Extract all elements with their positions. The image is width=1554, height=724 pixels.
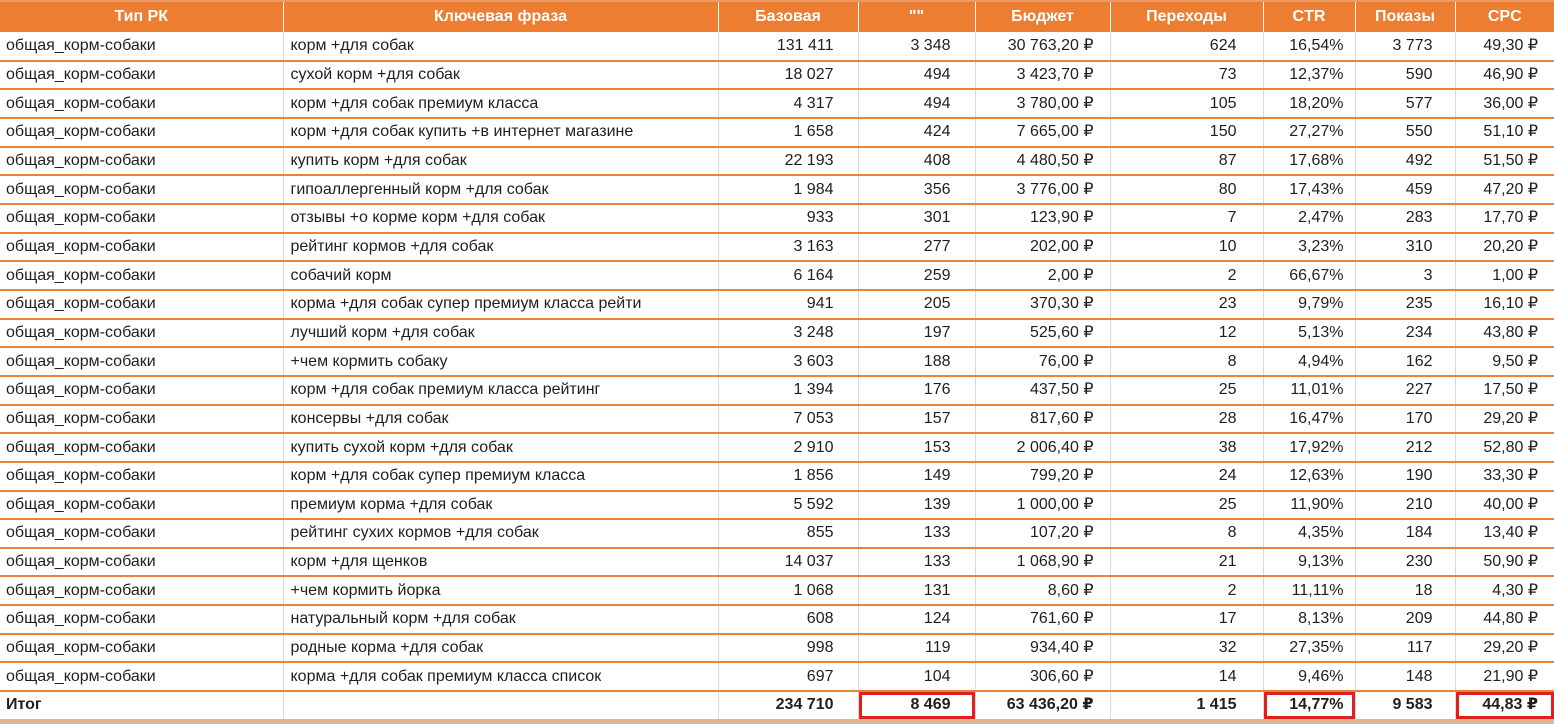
cell-ctr[interactable]: 16,54% [1263,32,1355,61]
cell-base[interactable]: 5 592 [718,491,858,520]
total-cell-impressions[interactable]: 9 583 [1355,691,1455,720]
cell-impressions[interactable]: 235 [1355,290,1455,319]
cell-key_phrase[interactable]: премиум корма +для собак [283,491,718,520]
cell-key_phrase[interactable]: купить корм +для собак [283,147,718,176]
cell-cpc[interactable]: 40,00 ₽ [1455,491,1554,520]
cell-key_phrase[interactable]: корм +для собак [283,32,718,61]
total-cell-cpc[interactable]: 44,83 ₽ [1455,691,1554,720]
cell-clicks[interactable]: 73 [1110,61,1263,90]
cell-budget[interactable]: 761,60 ₽ [975,605,1110,634]
cell-key_phrase[interactable]: консервы +для собак [283,405,718,434]
cell-clicks[interactable]: 25 [1110,376,1263,405]
cell-base[interactable]: 1 068 [718,576,858,605]
cell-ctr[interactable]: 17,43% [1263,175,1355,204]
cell-base[interactable]: 131 411 [718,32,858,61]
cell-ctr[interactable]: 11,01% [1263,376,1355,405]
cell-base[interactable]: 1 984 [718,175,858,204]
cell-budget[interactable]: 370,30 ₽ [975,290,1110,319]
cell-campaign_type[interactable]: общая_корм-собаки [0,605,283,634]
cell-campaign_type[interactable]: общая_корм-собаки [0,462,283,491]
cell-quotes[interactable]: 494 [858,61,975,90]
cell-impressions[interactable]: 184 [1355,519,1455,548]
cell-impressions[interactable]: 18 [1355,576,1455,605]
cell-budget[interactable]: 8,60 ₽ [975,576,1110,605]
cell-campaign_type[interactable]: общая_корм-собаки [0,433,283,462]
cell-ctr[interactable]: 18,20% [1263,89,1355,118]
cell-quotes[interactable]: 124 [858,605,975,634]
cell-impressions[interactable]: 117 [1355,634,1455,663]
cell-ctr[interactable]: 17,68% [1263,147,1355,176]
cell-budget[interactable]: 3 776,00 ₽ [975,175,1110,204]
cell-key_phrase[interactable]: отзывы +о корме корм +для собак [283,204,718,233]
cell-quotes[interactable]: 176 [858,376,975,405]
cell-campaign_type[interactable]: общая_корм-собаки [0,32,283,61]
cell-base[interactable]: 941 [718,290,858,319]
cell-campaign_type[interactable]: общая_корм-собаки [0,61,283,90]
cell-quotes[interactable]: 133 [858,548,975,577]
cell-impressions[interactable]: 210 [1355,491,1455,520]
cell-impressions[interactable]: 190 [1355,462,1455,491]
cell-quotes[interactable]: 205 [858,290,975,319]
cell-key_phrase[interactable]: натуральный корм +для собак [283,605,718,634]
cell-campaign_type[interactable]: общая_корм-собаки [0,147,283,176]
cell-impressions[interactable]: 3 [1355,261,1455,290]
table-row [0,491,1554,520]
cell-budget[interactable]: 934,40 ₽ [975,634,1110,663]
table-body [0,32,1554,720]
cell-campaign_type[interactable]: общая_корм-собаки [0,319,283,348]
cell-cpc[interactable]: 1,00 ₽ [1455,261,1554,290]
table-row [0,147,1554,176]
cell-key_phrase[interactable]: корм +для собак премиум класса рейтинг [283,376,718,405]
cell-key_phrase[interactable]: рейтинг кормов +для собак [283,233,718,262]
cell-cpc[interactable]: 51,10 ₽ [1455,118,1554,147]
cell-cpc[interactable]: 50,90 ₽ [1455,548,1554,577]
table-row [0,89,1554,118]
cell-budget[interactable]: 3 423,70 ₽ [975,61,1110,90]
cell-budget[interactable]: 4 480,50 ₽ [975,147,1110,176]
table-row [0,233,1554,262]
cell-base[interactable]: 18 027 [718,61,858,90]
cell-key_phrase[interactable]: корм +для собак супер премиум класса [283,462,718,491]
cell-ctr[interactable]: 27,27% [1263,118,1355,147]
cell-ctr[interactable]: 11,11% [1263,576,1355,605]
cell-campaign_type[interactable]: общая_корм-собаки [0,662,283,691]
cell-key_phrase[interactable]: родные корма +для собак [283,634,718,663]
cell-key_phrase[interactable]: рейтинг сухих кормов +для собак [283,519,718,548]
cell-cpc[interactable]: 52,80 ₽ [1455,433,1554,462]
table-row [0,319,1554,348]
cell-ctr[interactable]: 9,13% [1263,548,1355,577]
cell-cpc[interactable]: 51,50 ₽ [1455,147,1554,176]
cell-clicks[interactable]: 14 [1110,662,1263,691]
table-row [0,347,1554,376]
cell-ctr[interactable]: 66,67% [1263,261,1355,290]
cell-key_phrase[interactable]: +чем кормить собаку [283,347,718,376]
cell-clicks[interactable]: 150 [1110,118,1263,147]
cell-campaign_type[interactable]: общая_корм-собаки [0,405,283,434]
cell-impressions[interactable]: 209 [1355,605,1455,634]
cell-campaign_type[interactable]: общая_корм-собаки [0,233,283,262]
cell-base[interactable]: 697 [718,662,858,691]
cell-base[interactable]: 1 856 [718,462,858,491]
header-cell-impressions[interactable]: Показы [1355,1,1455,32]
cell-campaign_type[interactable]: общая_корм-собаки [0,376,283,405]
cell-cpc[interactable]: 36,00 ₽ [1455,89,1554,118]
table-head [0,1,1554,32]
header-cell-budget[interactable]: Бюджет [975,1,1110,32]
table-row [0,433,1554,462]
cell-cpc[interactable]: 4,30 ₽ [1455,576,1554,605]
cell-cpc[interactable]: 29,20 ₽ [1455,634,1554,663]
cell-ctr[interactable]: 9,46% [1263,662,1355,691]
table-row [0,61,1554,90]
cell-clicks[interactable]: 2 [1110,576,1263,605]
cell-quotes[interactable]: 149 [858,462,975,491]
cell-clicks[interactable]: 105 [1110,89,1263,118]
cell-key_phrase[interactable]: +чем кормить йорка [283,576,718,605]
cell-budget[interactable]: 7 665,00 ₽ [975,118,1110,147]
table-row [0,376,1554,405]
total-row [0,691,1554,720]
cell-impressions[interactable]: 310 [1355,233,1455,262]
cell-cpc[interactable]: 17,70 ₽ [1455,204,1554,233]
cell-base[interactable]: 3 248 [718,319,858,348]
cell-impressions[interactable]: 459 [1355,175,1455,204]
cell-budget[interactable]: 3 780,00 ₽ [975,89,1110,118]
cell-ctr[interactable]: 11,90% [1263,491,1355,520]
cell-budget[interactable]: 2,00 ₽ [975,261,1110,290]
header-cell-cpc[interactable]: CPC [1455,1,1554,32]
cell-impressions[interactable]: 590 [1355,61,1455,90]
cell-cpc[interactable]: 49,30 ₽ [1455,32,1554,61]
cell-base[interactable]: 855 [718,519,858,548]
cell-campaign_type[interactable]: общая_корм-собаки [0,89,283,118]
table-row [0,405,1554,434]
cell-impressions[interactable]: 577 [1355,89,1455,118]
cell-cpc[interactable]: 20,20 ₽ [1455,233,1554,262]
cell-base[interactable]: 2 910 [718,433,858,462]
table-row [0,662,1554,691]
cell-quotes[interactable]: 133 [858,519,975,548]
cell-impressions[interactable]: 234 [1355,319,1455,348]
total-empty-cell[interactable] [283,691,718,720]
cell-impressions[interactable]: 212 [1355,433,1455,462]
cell-quotes[interactable]: 424 [858,118,975,147]
cell-key_phrase[interactable]: корма +для собак супер премиум класса рейти [283,290,718,319]
cell-campaign_type[interactable]: общая_корм-собаки [0,175,283,204]
cell-clicks[interactable]: 38 [1110,433,1263,462]
table-row [0,261,1554,290]
cell-campaign_type[interactable]: общая_корм-собаки [0,347,283,376]
cell-impressions[interactable]: 227 [1355,376,1455,405]
cell-base[interactable]: 4 317 [718,89,858,118]
cell-budget[interactable]: 525,60 ₽ [975,319,1110,348]
cell-cpc[interactable]: 13,40 ₽ [1455,519,1554,548]
cell-key_phrase[interactable]: корм +для собак купить +в интернет магазине [283,118,718,147]
cell-clicks[interactable]: 10 [1110,233,1263,262]
cell-base[interactable]: 608 [718,605,858,634]
table-row [0,519,1554,548]
cell-budget[interactable]: 1 068,90 ₽ [975,548,1110,577]
header-cell-key_phrase[interactable]: Ключевая фраза [283,1,718,32]
cell-ctr[interactable]: 17,92% [1263,433,1355,462]
cell-impressions[interactable]: 3 773 [1355,32,1455,61]
cell-clicks[interactable]: 21 [1110,548,1263,577]
cell-budget[interactable]: 30 763,20 ₽ [975,32,1110,61]
cell-budget[interactable]: 799,20 ₽ [975,462,1110,491]
cell-cpc[interactable]: 46,90 ₽ [1455,61,1554,90]
cell-ctr[interactable]: 3,23% [1263,233,1355,262]
cell-key_phrase[interactable]: гипоаллергенный корм +для собак [283,175,718,204]
total-cell-clicks[interactable]: 1 415 [1110,691,1263,720]
cell-quotes[interactable]: 259 [858,261,975,290]
cell-quotes[interactable]: 131 [858,576,975,605]
header-cell-ctr[interactable]: CTR [1263,1,1355,32]
cell-campaign_type[interactable]: общая_корм-собаки [0,519,283,548]
table-row [0,605,1554,634]
cell-key_phrase[interactable]: собачий корм [283,261,718,290]
cell-clicks[interactable]: 80 [1110,175,1263,204]
cell-clicks[interactable]: 87 [1110,147,1263,176]
table-row [0,118,1554,147]
cell-clicks[interactable]: 12 [1110,319,1263,348]
cell-base[interactable]: 6 164 [718,261,858,290]
cell-clicks[interactable]: 17 [1110,605,1263,634]
cell-quotes[interactable]: 356 [858,175,975,204]
cell-impressions[interactable]: 162 [1355,347,1455,376]
header-cell-clicks[interactable]: Переходы [1110,1,1263,32]
cell-budget[interactable]: 107,20 ₽ [975,519,1110,548]
cell-key_phrase[interactable]: лучший корм +для собак [283,319,718,348]
cell-quotes[interactable]: 104 [858,662,975,691]
total-cell-ctr[interactable]: 14,77% [1263,691,1355,720]
cell-budget[interactable]: 123,90 ₽ [975,204,1110,233]
cell-cpc[interactable]: 43,80 ₽ [1455,319,1554,348]
cell-cpc[interactable]: 47,20 ₽ [1455,175,1554,204]
cell-campaign_type[interactable]: общая_корм-собаки [0,548,283,577]
cell-base[interactable]: 1 658 [718,118,858,147]
table-row [0,634,1554,663]
cell-quotes[interactable]: 157 [858,405,975,434]
cell-base[interactable]: 14 037 [718,548,858,577]
header-cell-campaign_type[interactable]: Тип РК [0,1,283,32]
cell-ctr[interactable]: 16,47% [1263,405,1355,434]
total-cell-quotes[interactable]: 8 469 [858,691,975,720]
cell-impressions[interactable]: 148 [1355,662,1455,691]
header-cell-quotes[interactable]: "" [858,1,975,32]
cell-key_phrase[interactable]: корм +для щенков [283,548,718,577]
cell-campaign_type[interactable]: общая_корм-собаки [0,118,283,147]
total-cell-budget[interactable]: 63 436,20 ₽ [975,691,1110,720]
total-label[interactable]: Итог [0,691,283,720]
table-row [0,290,1554,319]
cell-base[interactable]: 3 603 [718,347,858,376]
cell-budget[interactable]: 437,50 ₽ [975,376,1110,405]
cell-impressions[interactable]: 550 [1355,118,1455,147]
cell-quotes[interactable]: 408 [858,147,975,176]
cell-clicks[interactable]: 7 [1110,204,1263,233]
cell-budget[interactable]: 1 000,00 ₽ [975,491,1110,520]
cell-ctr[interactable]: 4,94% [1263,347,1355,376]
cell-clicks[interactable]: 25 [1110,491,1263,520]
cell-key_phrase[interactable]: сухой корм +для собак [283,61,718,90]
cell-clicks[interactable]: 8 [1110,347,1263,376]
cell-quotes[interactable]: 197 [858,319,975,348]
table-row [0,175,1554,204]
cell-ctr[interactable]: 12,63% [1263,462,1355,491]
cell-ctr[interactable]: 5,13% [1263,319,1355,348]
cell-quotes[interactable]: 153 [858,433,975,462]
cell-cpc[interactable]: 17,50 ₽ [1455,376,1554,405]
cell-cpc[interactable]: 9,50 ₽ [1455,347,1554,376]
cell-budget[interactable]: 817,60 ₽ [975,405,1110,434]
table-row [0,548,1554,577]
cell-ctr[interactable]: 4,35% [1263,519,1355,548]
cell-clicks[interactable]: 624 [1110,32,1263,61]
cell-campaign_type[interactable]: общая_корм-собаки [0,290,283,319]
cell-quotes[interactable]: 277 [858,233,975,262]
cell-impressions[interactable]: 170 [1355,405,1455,434]
cell-quotes[interactable]: 494 [858,89,975,118]
cell-impressions[interactable]: 283 [1355,204,1455,233]
cell-budget[interactable]: 76,00 ₽ [975,347,1110,376]
cell-base[interactable]: 933 [718,204,858,233]
cell-campaign_type[interactable]: общая_корм-собаки [0,634,283,663]
table-row [0,576,1554,605]
cell-clicks[interactable]: 28 [1110,405,1263,434]
cell-base[interactable]: 7 053 [718,405,858,434]
cell-budget[interactable]: 202,00 ₽ [975,233,1110,262]
cell-budget[interactable]: 306,60 ₽ [975,662,1110,691]
cell-clicks[interactable]: 24 [1110,462,1263,491]
cell-quotes[interactable]: 301 [858,204,975,233]
cell-clicks[interactable]: 32 [1110,634,1263,663]
cell-quotes[interactable]: 139 [858,491,975,520]
cell-ctr[interactable]: 12,37% [1263,61,1355,90]
cell-quotes[interactable]: 119 [858,634,975,663]
cell-base[interactable]: 1 394 [718,376,858,405]
cell-clicks[interactable]: 23 [1110,290,1263,319]
cell-cpc[interactable]: 21,90 ₽ [1455,662,1554,691]
table-row [0,204,1554,233]
total-cell-base[interactable]: 234 710 [718,691,858,720]
cell-key_phrase[interactable]: корм +для собак премиум класса [283,89,718,118]
cell-campaign_type[interactable]: общая_корм-собаки [0,491,283,520]
cell-cpc[interactable]: 29,20 ₽ [1455,405,1554,434]
cell-campaign_type[interactable]: общая_корм-собаки [0,576,283,605]
cell-key_phrase[interactable]: купить сухой корм +для собак [283,433,718,462]
table-row [0,462,1554,491]
cell-base[interactable]: 3 163 [718,233,858,262]
cell-cpc[interactable]: 33,30 ₽ [1455,462,1554,491]
cell-impressions[interactable]: 492 [1355,147,1455,176]
cell-quotes[interactable]: 3 348 [858,32,975,61]
cell-cpc[interactable]: 16,10 ₽ [1455,290,1554,319]
cell-key_phrase[interactable]: корма +для собак премиум класса список [283,662,718,691]
cell-cpc[interactable]: 44,80 ₽ [1455,605,1554,634]
cell-ctr[interactable]: 2,47% [1263,204,1355,233]
cell-clicks[interactable]: 8 [1110,519,1263,548]
cell-base[interactable]: 22 193 [718,147,858,176]
cell-quotes[interactable]: 188 [858,347,975,376]
table-row [0,32,1554,61]
cell-ctr[interactable]: 9,79% [1263,290,1355,319]
cell-campaign_type[interactable]: общая_корм-собаки [0,204,283,233]
header-cell-base[interactable]: Базовая [718,1,858,32]
cell-campaign_type[interactable]: общая_корм-собаки [0,261,283,290]
cell-base[interactable]: 998 [718,634,858,663]
cell-ctr[interactable]: 8,13% [1263,605,1355,634]
header-row [0,1,1554,32]
cell-impressions[interactable]: 230 [1355,548,1455,577]
cell-clicks[interactable]: 2 [1110,261,1263,290]
cell-ctr[interactable]: 27,35% [1263,634,1355,663]
cell-budget[interactable]: 2 006,40 ₽ [975,433,1110,462]
